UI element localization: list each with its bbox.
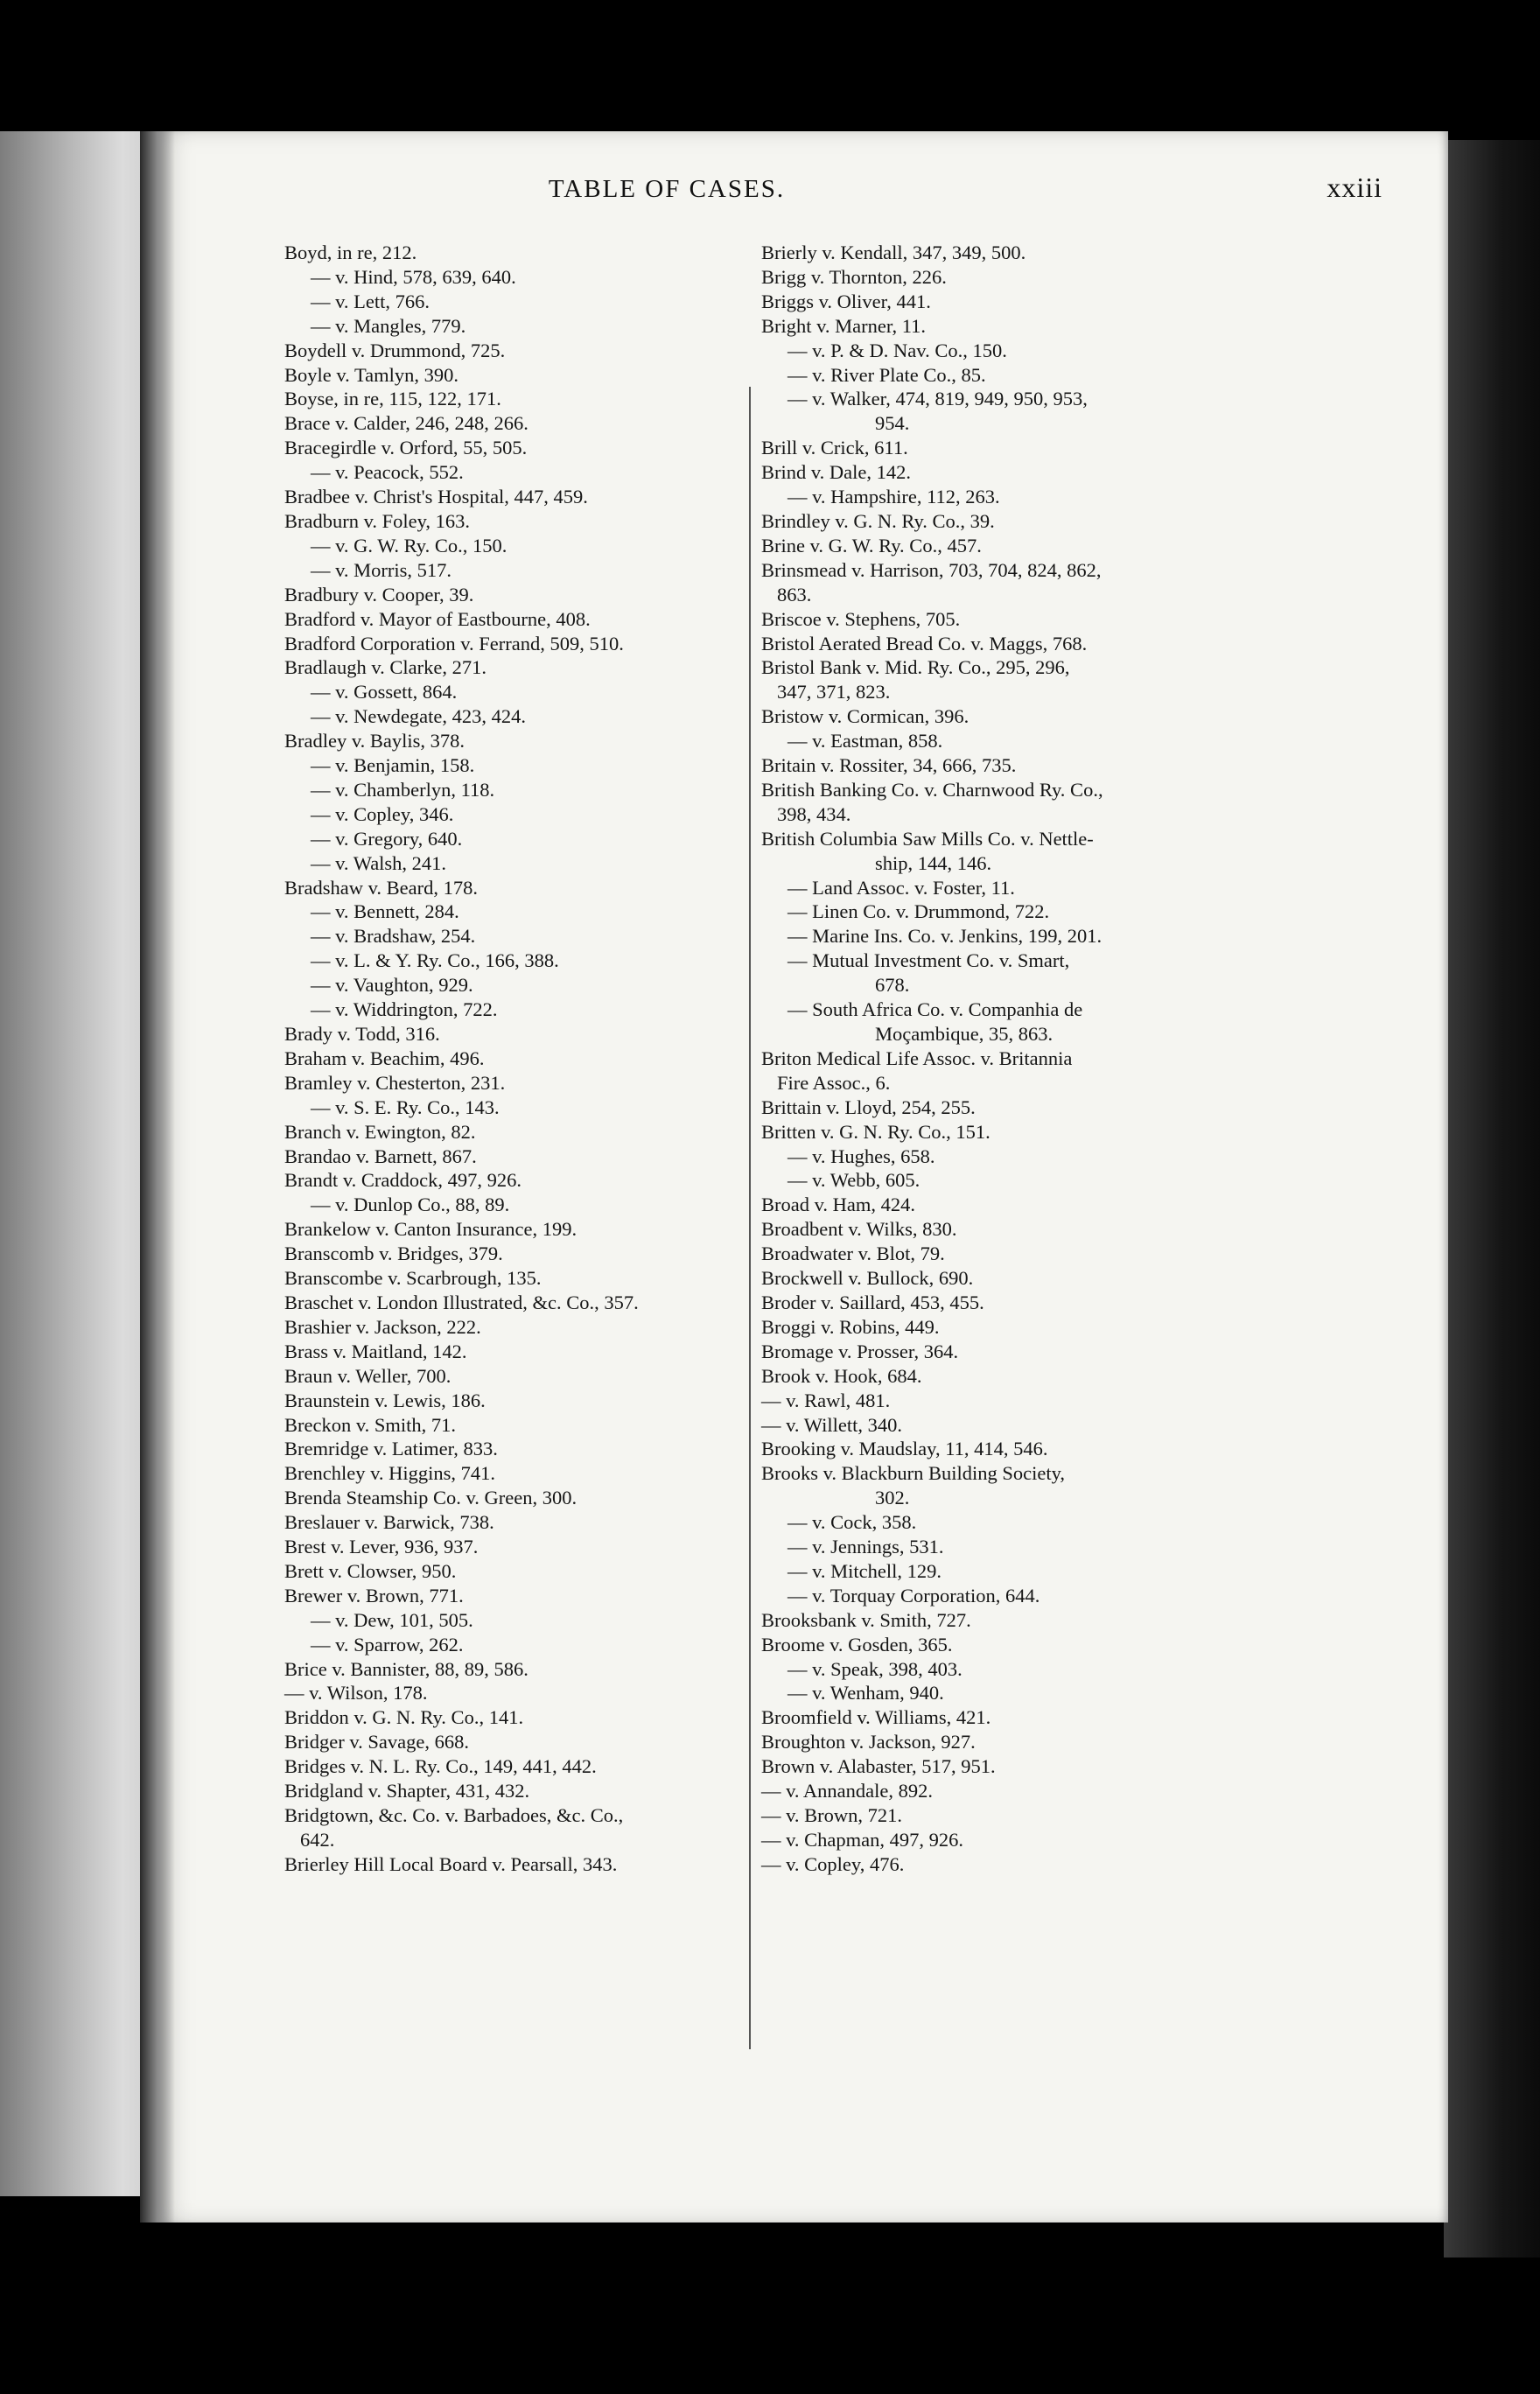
- case-entry-continuation: 398, 434.: [777, 802, 851, 825]
- case-entry: Bradbury v. Cooper, 39.: [284, 583, 474, 606]
- case-entry: Boyd, in re, 212.: [284, 242, 417, 263]
- case-entry: Brest v. Lever, 936, 937.: [284, 1536, 479, 1558]
- case-sub-entry: — v. Vaughton, 929.: [311, 974, 473, 997]
- case-entry: Branscombe v. Scarbrough, 135.: [284, 1267, 542, 1290]
- case-sub-entry: — v. River Plate Co., 85.: [788, 363, 986, 386]
- case-entry: Broughton v. Jackson, 927.: [761, 1731, 976, 1754]
- case-entry: Brown v. Alabaster, 517, 951.: [761, 1755, 996, 1778]
- case-entry: Britten v. G. N. Ry. Co., 151.: [761, 1120, 990, 1143]
- case-entry: Brittain v. Lloyd, 254, 255.: [761, 1096, 976, 1118]
- case-entry: Broder v. Saillard, 453, 455.: [761, 1291, 984, 1313]
- case-entry: Braun v. Weller, 700.: [284, 1364, 452, 1387]
- case-entry: Braschet v. London Illustrated, &c. Co., 357.: [284, 1291, 639, 1313]
- case-entry: Bridgtown, &c. Co. v. Barbadoes, &c. Co.,: [284, 1804, 624, 1826]
- case-entry: Britain v. Rossiter, 34, 666, 735.: [761, 754, 1017, 777]
- case-entry-continuation: 863.: [777, 583, 812, 606]
- case-entry: Bradley v. Baylis, 378.: [284, 730, 466, 752]
- case-entry-continuation: 347, 371, 823.: [777, 681, 891, 704]
- case-entry: Bracegirdle v. Orford, 55, 505.: [284, 437, 528, 459]
- case-sub-entry: — v. Mangles, 779.: [311, 314, 466, 337]
- case-sub-entry: — v. Dunlop Co., 88, 89.: [311, 1194, 510, 1216]
- case-sub-entry: — v. Hind, 578, 639, 640.: [311, 265, 516, 288]
- case-entry: Brass v. Maitland, 142.: [284, 1340, 467, 1362]
- case-entry: Branch v. Ewington, 82.: [284, 1120, 476, 1143]
- case-sub-entry: — v. Walker, 474, 819, 949, 950, 953,: [788, 388, 1088, 410]
- case-entry: Brooks v. Blackburn Building Society,: [761, 1462, 1066, 1485]
- case-sub-entry: — v. Bennett, 284.: [311, 900, 459, 923]
- case-entry: Brooksbank v. Smith, 727.: [761, 1608, 971, 1631]
- case-entry: Brace v. Calder, 246, 248, 266.: [284, 412, 528, 435]
- running-title: TABLE OF CASES.: [548, 175, 786, 203]
- gutter-shadow: [140, 131, 175, 2222]
- case-entry-continuation: 302.: [875, 1487, 910, 1509]
- case-entry: Braham v. Beachim, 496.: [284, 1046, 485, 1069]
- case-entry: Bremridge v. Latimer, 833.: [284, 1438, 498, 1460]
- case-entry: Bridgland v. Shapter, 431, 432.: [284, 1780, 530, 1802]
- case-sub-entry: — v. Sparrow, 262.: [311, 1633, 464, 1656]
- case-entry: Briddon v. G. N. Ry. Co., 141.: [284, 1706, 524, 1729]
- facing-page-edge: [0, 131, 153, 2196]
- page-number: xxiii: [1326, 172, 1382, 203]
- left-index-column: [284, 241, 739, 1877]
- case-sub-entry: — v. Willett, 340.: [761, 1413, 902, 1436]
- case-entry: Bramley v. Chesterton, 231.: [284, 1071, 506, 1094]
- case-sub-entry: — v. Dew, 101, 505.: [311, 1608, 473, 1631]
- case-sub-entry: — v. Jennings, 531.: [788, 1536, 944, 1558]
- column-divider: [749, 387, 751, 2049]
- case-entry: Brill v. Crick, 611.: [761, 437, 908, 459]
- case-sub-entry: — v. Speak, 398, 403.: [788, 1657, 962, 1680]
- case-sub-entry: — v. Mitchell, 129.: [788, 1559, 942, 1582]
- case-entry: Bristow v. Cormican, 396.: [761, 705, 970, 728]
- case-entry: Brady v. Todd, 316.: [284, 1023, 440, 1045]
- case-sub-entry: — v. Copley, 476.: [761, 1852, 905, 1875]
- case-sub-entry: — v. Peacock, 552.: [311, 461, 464, 484]
- case-sub-entry: — v. Rawl, 481.: [761, 1389, 891, 1411]
- case-sub-entry: — v. Hughes, 658.: [788, 1144, 935, 1167]
- case-entry: Braunstein v. Lewis, 186.: [284, 1389, 486, 1411]
- case-entry: Bridger v. Savage, 668.: [284, 1731, 469, 1754]
- case-sub-entry: — v. Cock, 358.: [788, 1511, 917, 1534]
- case-entry: Brankelow v. Canton Insurance, 199.: [284, 1218, 578, 1241]
- case-sub-entry: — v. Newdegate, 423, 424.: [311, 705, 526, 728]
- case-entry: Boyse, in re, 115, 122, 171.: [284, 388, 501, 410]
- case-sub-entry: — v. Lett, 766.: [311, 290, 430, 312]
- case-entry: Breslauer v. Barwick, 738.: [284, 1511, 494, 1534]
- case-entry: Bright v. Marner, 11.: [761, 314, 927, 337]
- case-sub-entry: — v. Morris, 517.: [311, 558, 452, 581]
- case-entry: British Banking Co. v. Charnwood Ry. Co.,: [761, 778, 1103, 801]
- case-entry: Bradbee v. Christ's Hospital, 447, 459.: [284, 486, 588, 508]
- case-sub-entry: — Marine Ins. Co. v. Jenkins, 199, 201.: [788, 925, 1102, 948]
- case-entry: Brigg v. Thornton, 226.: [761, 265, 947, 288]
- case-entry: Brook v. Hook, 684.: [761, 1364, 922, 1387]
- case-entry: Brandt v. Craddock, 497, 926.: [284, 1169, 522, 1192]
- case-entry-continuation: 678.: [875, 974, 910, 997]
- case-sub-entry: — v. Wilson, 178.: [284, 1682, 428, 1704]
- case-entry-continuation: 642.: [300, 1828, 335, 1851]
- case-sub-entry: — Linen Co. v. Drummond, 722.: [788, 900, 1050, 923]
- book-spine: [1444, 140, 1540, 2258]
- right-index-column: [761, 241, 1216, 1877]
- case-entry: Boyle v. Tamlyn, 390.: [284, 363, 459, 386]
- case-entry: Bristol Bank v. Mid. Ry. Co., 295, 296,: [761, 656, 1070, 679]
- case-sub-entry: — v. G. W. Ry. Co., 150.: [311, 534, 508, 556]
- case-entry: Brockwell v. Bullock, 690.: [761, 1267, 974, 1290]
- case-entry: Bradford v. Mayor of Eastbourne, 408.: [284, 607, 591, 630]
- case-entry: Bromage v. Prosser, 364.: [761, 1340, 959, 1362]
- case-entry: Brierley Hill Local Board v. Pearsall, 343.: [284, 1852, 618, 1875]
- case-entry-continuation: 954.: [875, 412, 910, 435]
- case-sub-entry: — v. Chamberlyn, 118.: [311, 778, 495, 801]
- case-entry: Broomfield v. Williams, 421.: [761, 1706, 991, 1729]
- case-sub-entry: — v. Eastman, 858.: [788, 730, 943, 752]
- case-sub-entry: — v. Gregory, 640.: [311, 827, 463, 850]
- case-entry: Branscomb v. Bridges, 379.: [284, 1242, 503, 1265]
- case-entry: Brind v. Dale, 142.: [761, 461, 912, 484]
- case-sub-entry: — v. Webb, 605.: [788, 1169, 920, 1192]
- case-entry: Brice v. Bannister, 88, 89, 586.: [284, 1657, 528, 1680]
- case-entry: Broad v. Ham, 424.: [761, 1194, 916, 1216]
- case-sub-entry: — v. S. E. Ry. Co., 143.: [311, 1096, 500, 1118]
- case-entry: Brooking v. Maudslay, 11, 414, 546.: [761, 1438, 1048, 1460]
- case-sub-entry: — South Africa Co. v. Companhia de: [788, 998, 1083, 1021]
- case-entry: Brinsmead v. Harrison, 703, 704, 824, 862,: [761, 558, 1102, 581]
- case-entry: Brine v. G. W. Ry. Co., 457.: [761, 534, 982, 556]
- case-entry: Bradford Corporation v. Ferrand, 509, 510.: [284, 632, 624, 654]
- case-sub-entry: — v. L. & Y. Ry. Co., 166, 388.: [311, 949, 559, 972]
- case-sub-entry: — v. Hampshire, 112, 263.: [788, 486, 1000, 508]
- case-entry: Brindley v. G. N. Ry. Co., 39.: [761, 509, 995, 532]
- case-sub-entry: — Land Assoc. v. Foster, 11.: [788, 876, 1015, 899]
- case-sub-entry: — v. Wenham, 940.: [788, 1682, 944, 1704]
- case-sub-entry: — v. Brown, 721.: [761, 1804, 903, 1826]
- case-entry: Brashier v. Jackson, 222.: [284, 1315, 481, 1338]
- case-entry: Broadwater v. Blot, 79.: [761, 1242, 945, 1265]
- case-entry-continuation: Fire Assoc., 6.: [777, 1071, 891, 1094]
- case-entry: Bradburn v. Foley, 163.: [284, 509, 471, 532]
- case-entry: Broadbent v. Wilks, 830.: [761, 1218, 957, 1241]
- case-entry: Bridges v. N. L. Ry. Co., 149, 441, 442.: [284, 1755, 597, 1778]
- case-entry: Brandao v. Barnett, 867.: [284, 1144, 477, 1167]
- case-entry: Bradlaugh v. Clarke, 271.: [284, 656, 486, 679]
- case-sub-entry: — v. Bradshaw, 254.: [311, 925, 476, 948]
- case-sub-entry: — v. Chapman, 497, 926.: [761, 1828, 964, 1851]
- case-entry: British Columbia Saw Mills Co. v. Nettle-: [761, 827, 1094, 850]
- case-entry: Briggs v. Oliver, 441.: [761, 290, 931, 312]
- case-entry-continuation: Moçambique, 35, 863.: [875, 1023, 1054, 1045]
- case-sub-entry: — v. Widdrington, 722.: [311, 998, 498, 1021]
- case-sub-entry: — v. Torquay Corporation, 644.: [788, 1584, 1040, 1606]
- case-entry: Brett v. Clowser, 950.: [284, 1559, 457, 1582]
- case-entry: Broggi v. Robins, 449.: [761, 1315, 940, 1338]
- case-entry: Brierly v. Kendall, 347, 349, 500.: [761, 242, 1026, 263]
- case-sub-entry: — v. Gossett, 864.: [311, 681, 458, 704]
- case-sub-entry: — v. Copley, 346.: [311, 802, 454, 825]
- case-entry: Briscoe v. Stephens, 705.: [761, 607, 961, 630]
- case-entry: Brenda Steamship Co. v. Green, 300.: [284, 1487, 578, 1509]
- case-sub-entry: — v. Walsh, 241.: [311, 851, 447, 874]
- case-sub-entry: — v. Annandale, 892.: [761, 1780, 934, 1802]
- case-sub-entry: — Mutual Investment Co. v. Smart,: [788, 949, 1070, 972]
- case-entry: Breckon v. Smith, 71.: [284, 1413, 457, 1436]
- case-entry: Briton Medical Life Assoc. v. Britannia: [761, 1046, 1073, 1069]
- case-entry: Boydell v. Drummond, 725.: [284, 339, 506, 361]
- case-entry: Brewer v. Brown, 771.: [284, 1584, 464, 1606]
- case-entry: Broome v. Gosden, 365.: [761, 1633, 953, 1656]
- case-entry-continuation: ship, 144, 146.: [875, 851, 992, 874]
- case-entry: Bradshaw v. Beard, 178.: [284, 876, 478, 899]
- case-sub-entry: — v. Benjamin, 158.: [311, 754, 475, 777]
- case-entry: Bristol Aerated Bread Co. v. Maggs, 768.: [761, 632, 1088, 654]
- case-sub-entry: — v. P. & D. Nav. Co., 150.: [788, 339, 1007, 361]
- case-entry: Brenchley v. Higgins, 741.: [284, 1462, 496, 1485]
